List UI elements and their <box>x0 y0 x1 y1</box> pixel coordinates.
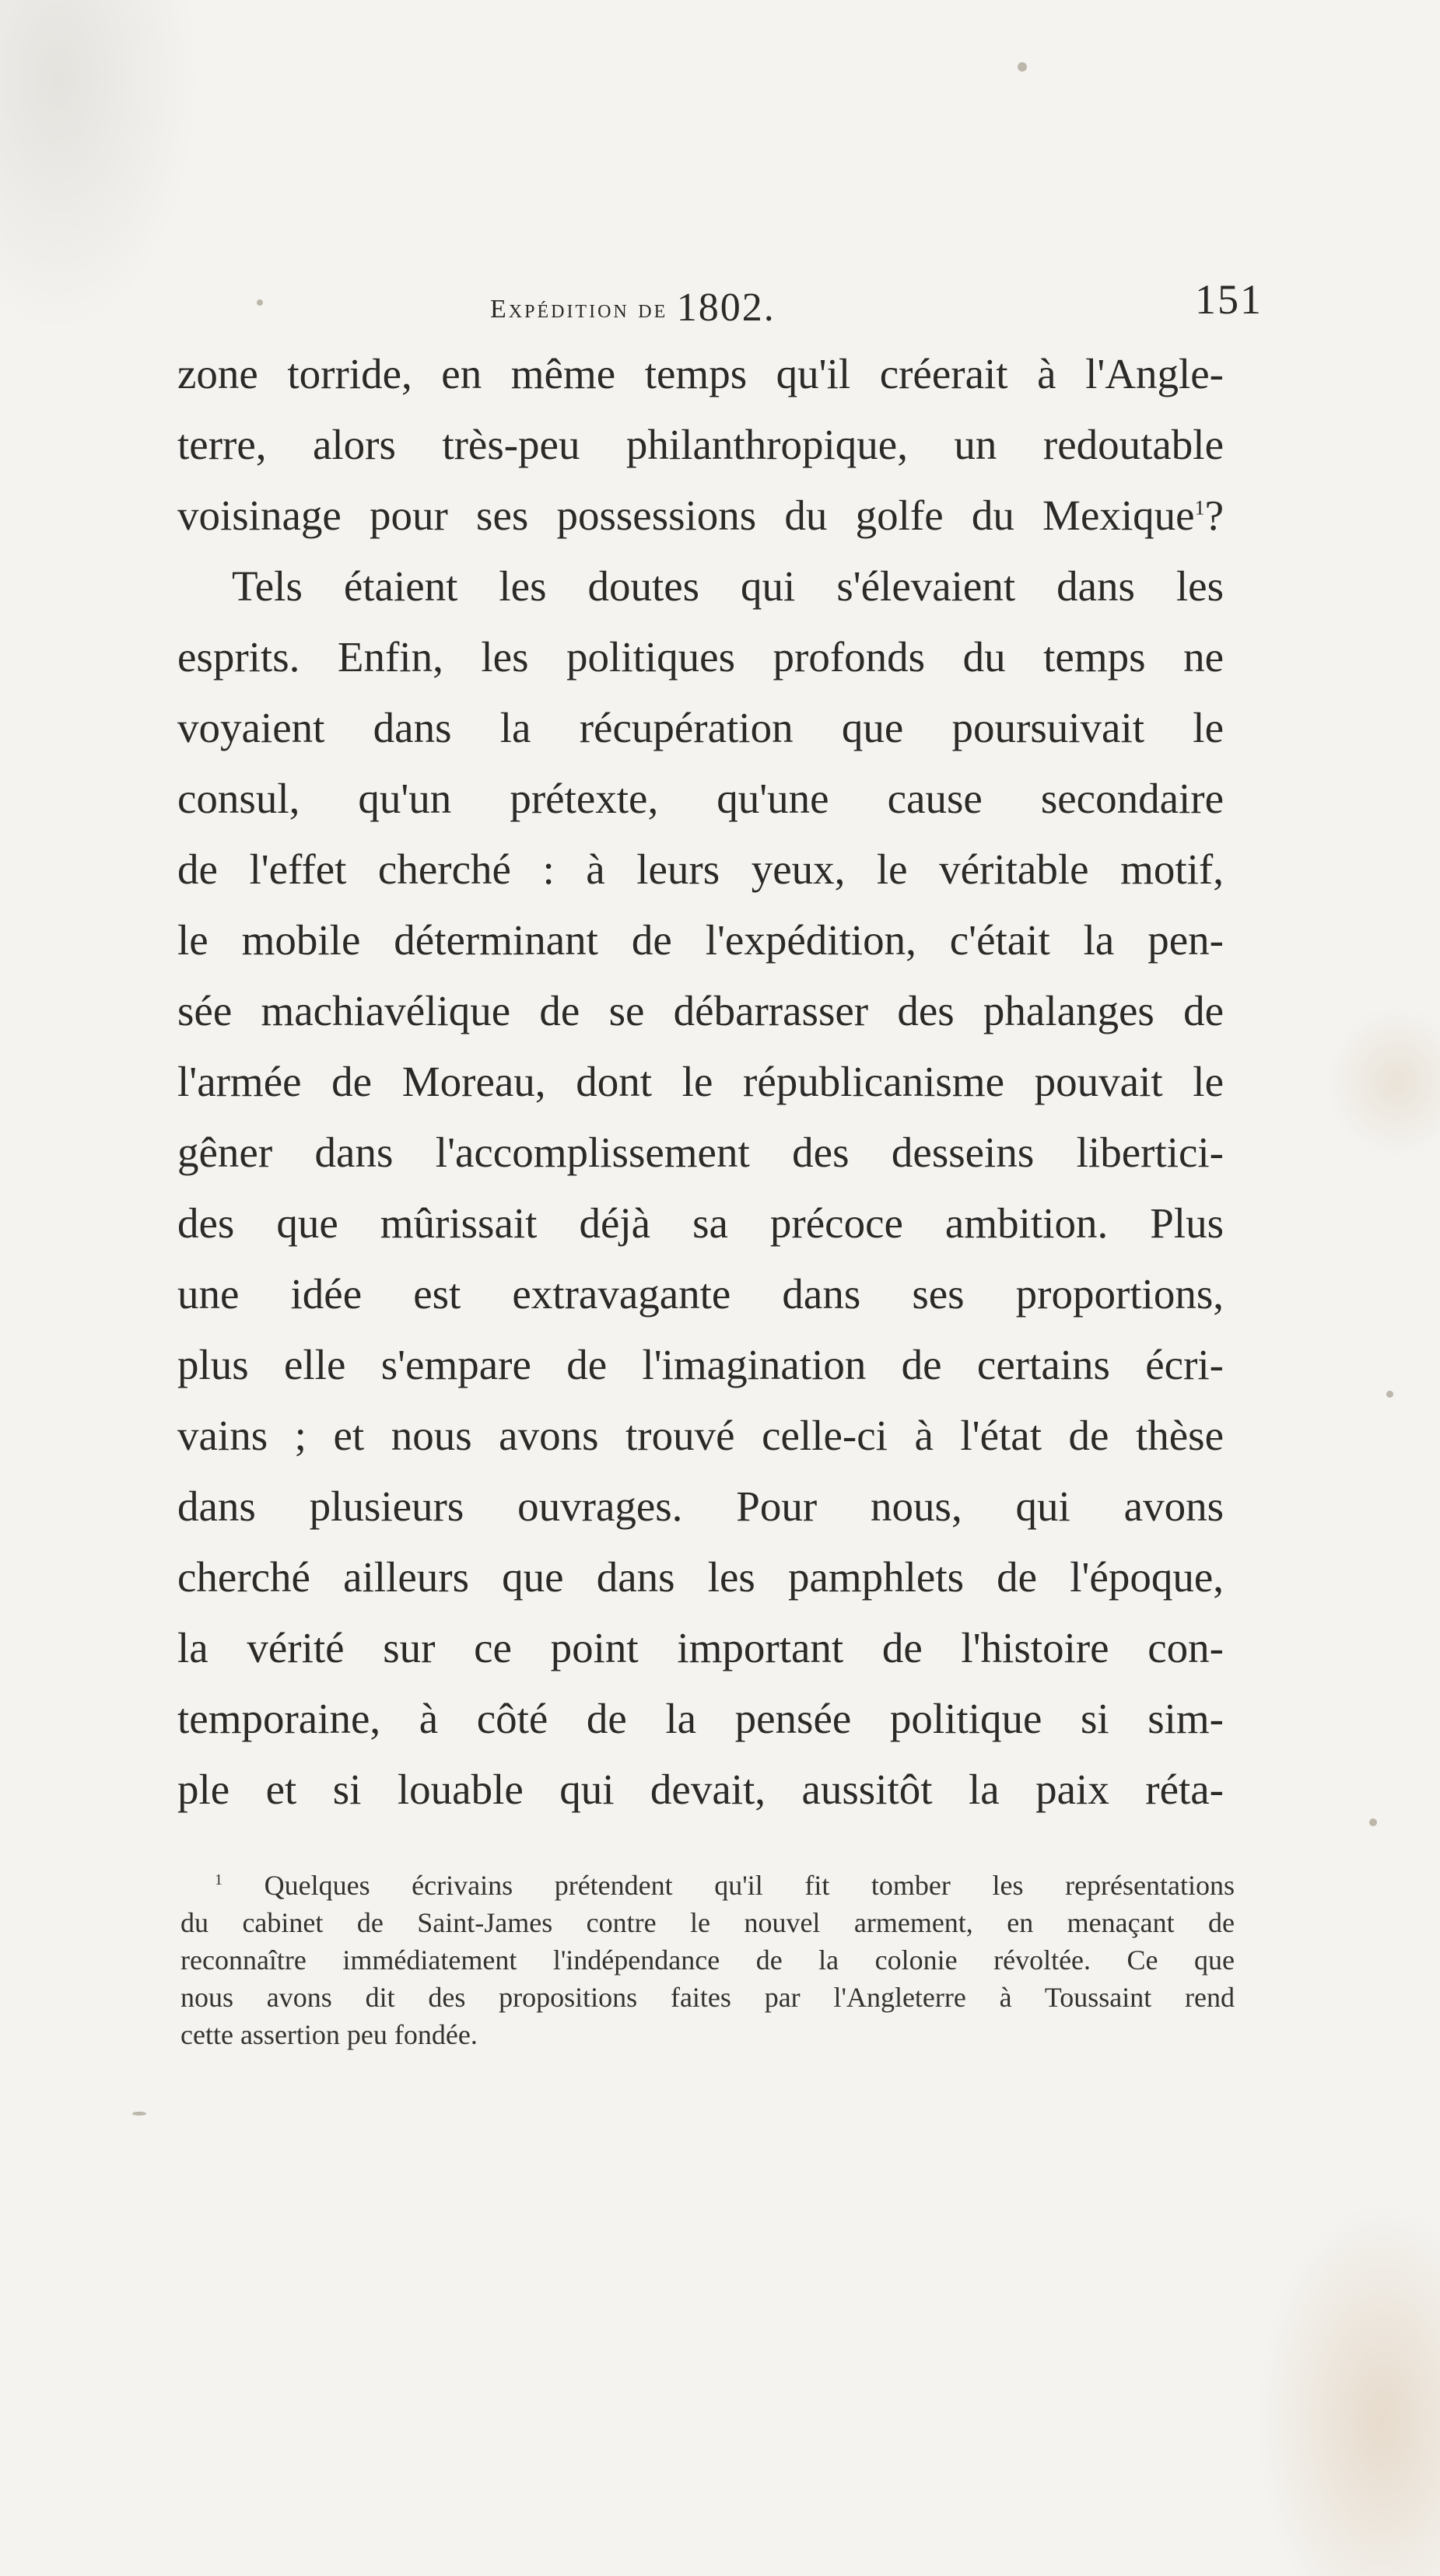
footnote-line: reconnaître immédiatement l'indépendance de la colonie révoltée. Ce que <box>180 1944 1235 1976</box>
footnote-line: du cabinet de Saint-James contre le nouvel armement, en menaçant de <box>180 1907 1235 1938</box>
text-line: voyaient dans la récupération que poursuivait le <box>177 704 1224 751</box>
paper-speck <box>1369 1818 1377 1826</box>
text-line: zone torride, en même temps qu'il créerait à l'Angle- <box>177 350 1224 397</box>
text-line: consul, qu'un prétexte, qu'une cause secondaire <box>177 775 1224 822</box>
footnote-marker: 1 <box>215 1871 222 1888</box>
text-line: vains ; et nous avons trouvé celle-ci à l'état de thèse <box>177 1412 1224 1459</box>
text-line: temporaine, à côté de la pensée politique si sim- <box>177 1695 1224 1742</box>
page-number: 151 <box>1195 276 1263 323</box>
text-line-end: ? <box>1204 492 1224 539</box>
text-line: gêner dans l'accomplissement des desseins libertici- <box>177 1129 1224 1176</box>
footnote-reference[interactable]: 1 <box>1194 496 1205 520</box>
footnote-line: nous avons dit des propositions faites par l'Angleterre à Toussaint rend <box>180 1982 1235 2013</box>
text-line: plus elle s'empare de l'imagination de certains écri- <box>177 1341 1224 1388</box>
page-header <box>490 274 1263 328</box>
footnote-line <box>180 1867 1235 1904</box>
paper-speck <box>1386 1391 1393 1398</box>
footnote-line: cette assertion peu fondée. <box>180 2019 478 2050</box>
text-line <box>177 480 1224 551</box>
running-title-year: 1802. <box>676 285 776 330</box>
text-line: Tels étaient les doutes qui s'élevaient dans les <box>232 562 1224 610</box>
text-line-content: voisinage pour ses possessions du golfe du Mexique <box>177 492 1195 539</box>
paper-speck <box>257 299 263 306</box>
body-text <box>177 338 1224 1825</box>
paper-speck <box>1018 62 1027 72</box>
text-line: sée machiavélique de se débarrasser des phalanges de <box>177 987 1224 1034</box>
text-line: l'armée de Moreau, dont le républicanisme pouvait le <box>177 1058 1224 1105</box>
text-line: terre, alors très-peu philanthropique, un redoutable <box>177 421 1224 468</box>
text-line: des que mûrissait déjà sa précoce ambition. Plus <box>177 1199 1224 1247</box>
text-line: une idée est extravagante dans ses proportions, <box>177 1270 1224 1318</box>
text-line: de l'effet cherché : à leurs yeux, le véritable motif, <box>177 845 1224 893</box>
text-line: cherché ailleurs que dans les pamphlets de l'époque, <box>177 1553 1224 1601</box>
text-line: esprits. Enfin, les politiques profonds du temps ne <box>177 633 1224 681</box>
footnote-line-text: Quelques écrivains prétendent qu'il fit tomber les représentations <box>264 1870 1235 1901</box>
text-line: le mobile déterminant de l'expédition, c'était la pen- <box>177 916 1224 964</box>
text-line: dans plusieurs ouvrages. Pour nous, qui avons <box>177 1482 1224 1530</box>
text-line: ple et si louable qui devait, aussitôt la paix réta- <box>177 1766 1224 1813</box>
running-title <box>490 282 776 330</box>
running-title-prefix: Expédition de <box>490 295 668 324</box>
paper-speck <box>132 2112 146 2116</box>
text-line: la vérité sur ce point important de l'histoire con- <box>177 1624 1224 1671</box>
footnote <box>180 1867 1235 2053</box>
